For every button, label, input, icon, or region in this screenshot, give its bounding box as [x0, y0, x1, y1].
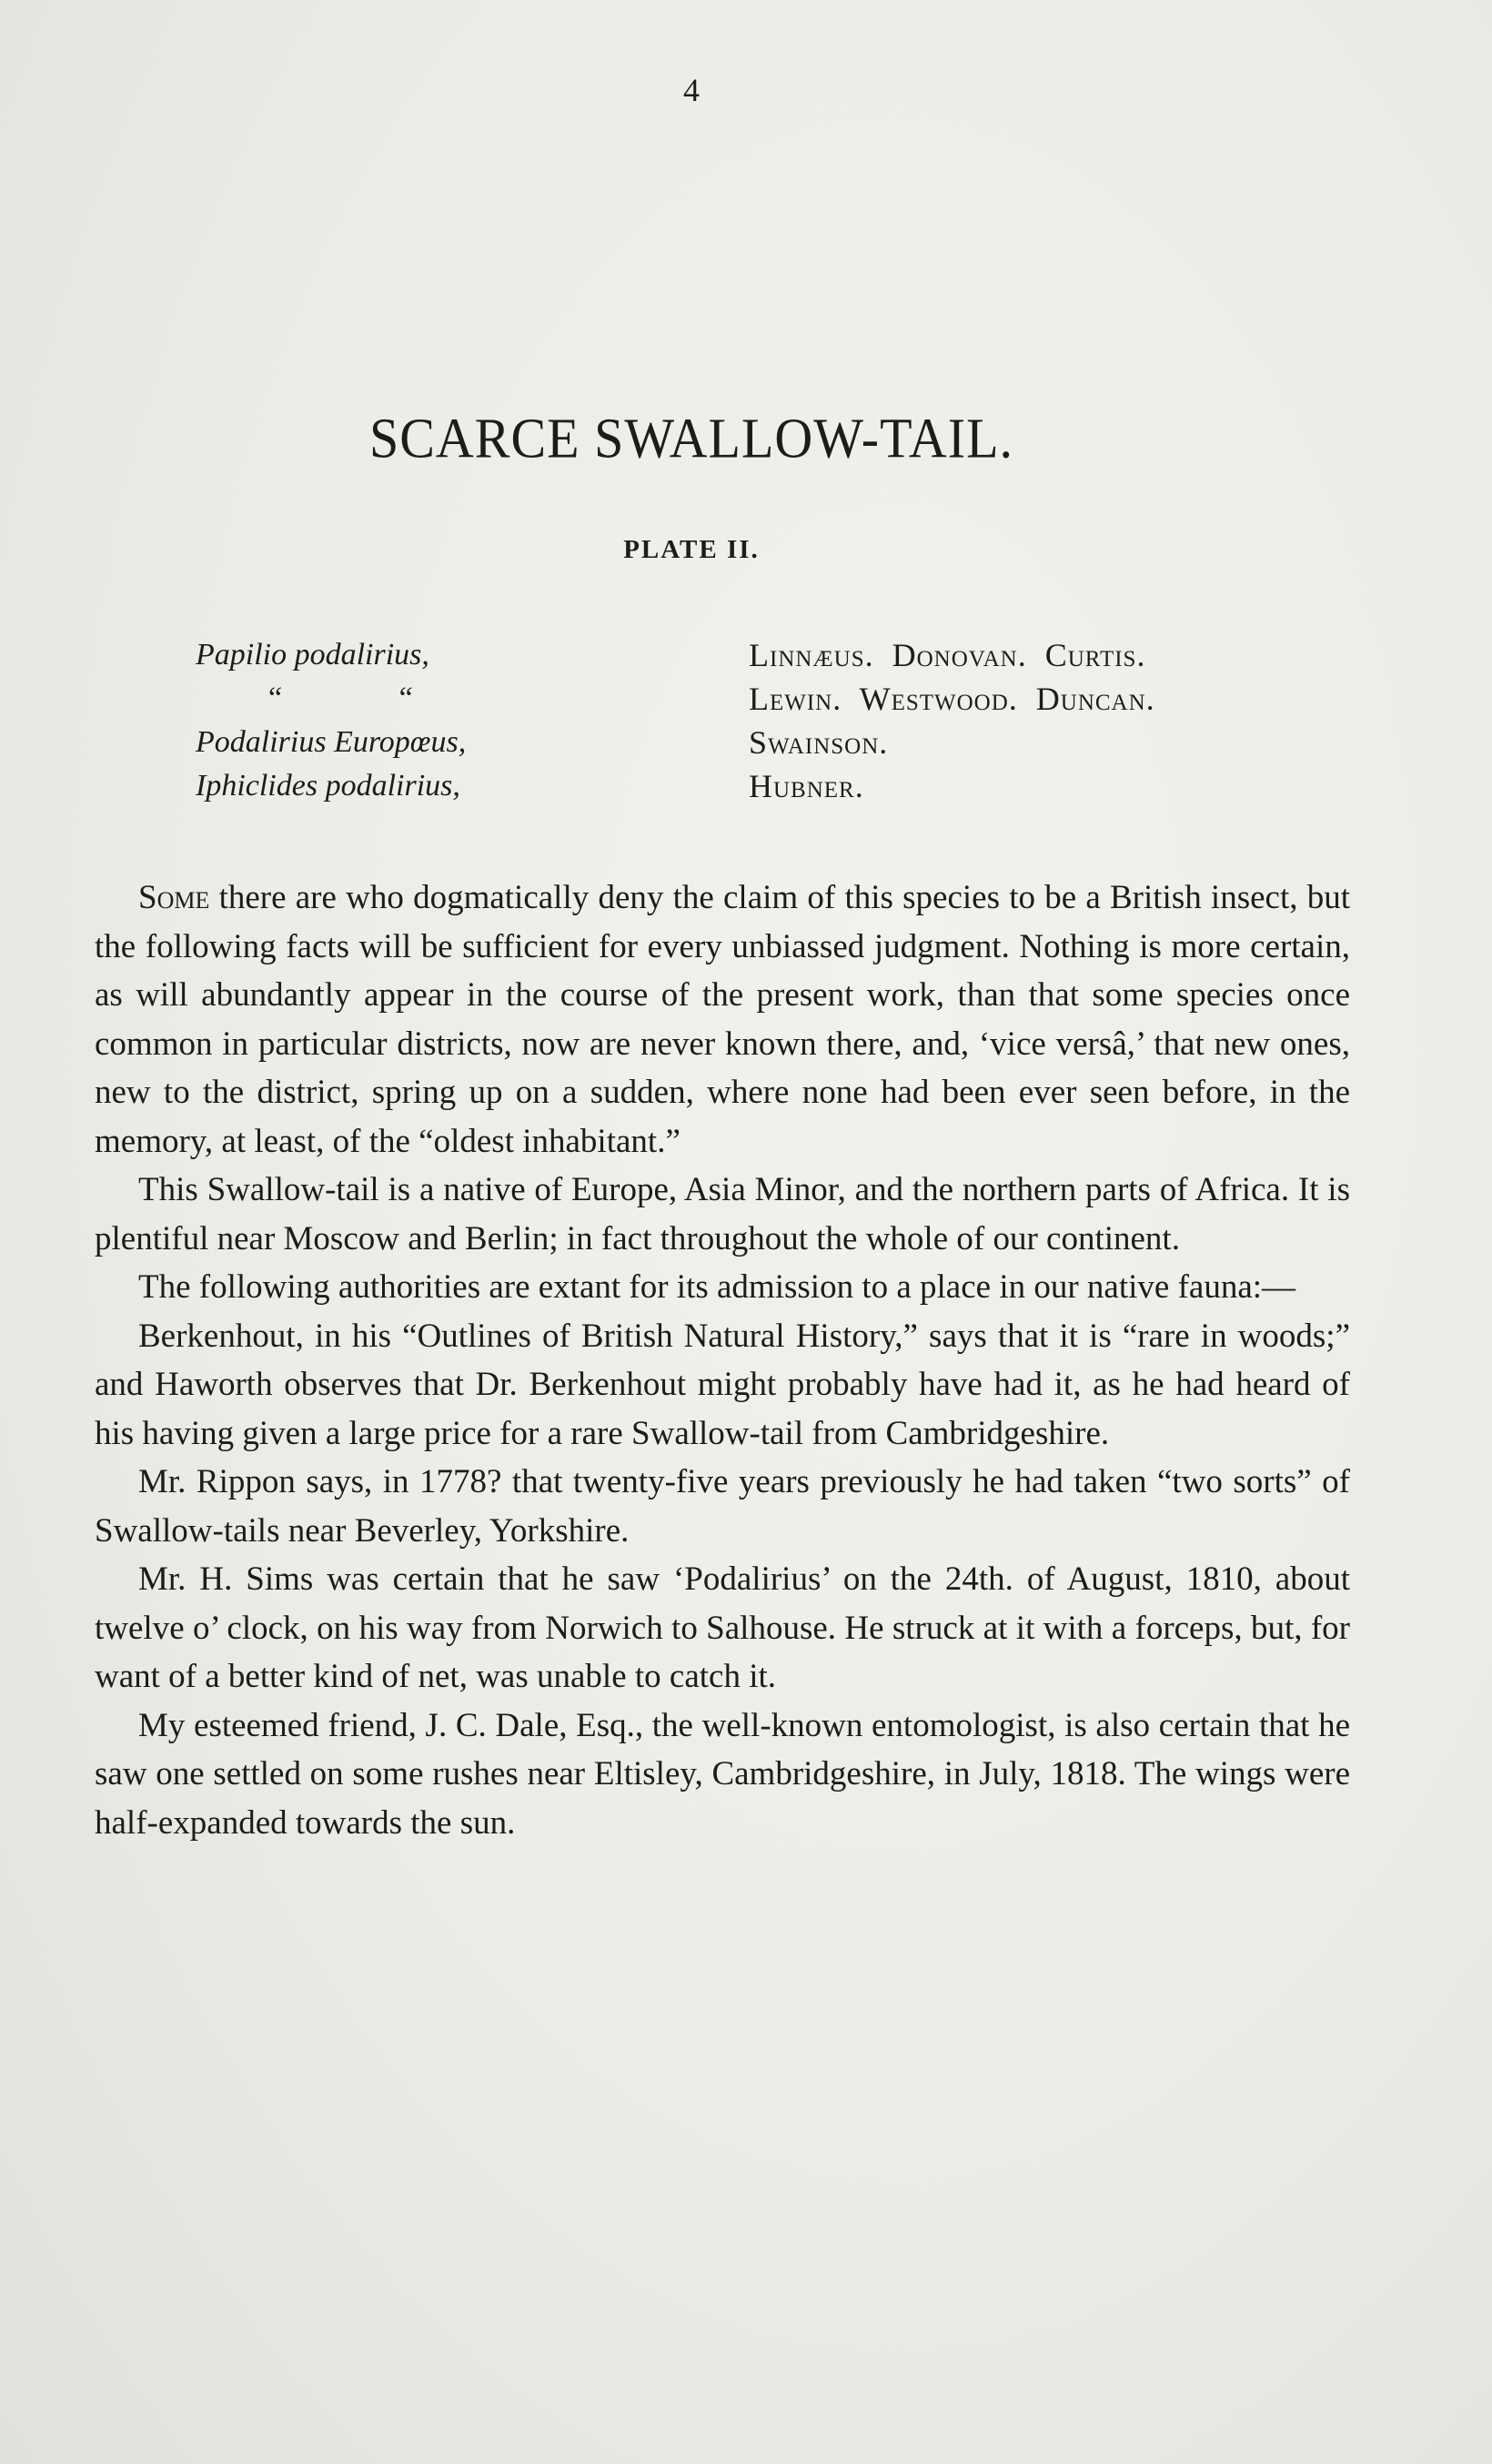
lead-word: Some [138, 879, 210, 916]
paragraph-text: there are who dogmatically deny the claim of this species to be a British insect, but the following facts will be sufficient for every unbiassed judgment. Nothing is more certain, as will abundantly appear in the course of the present work, than that some species once common in particular districts, now are never known there, and, ‘vice versâ,’ that new ones, new to the district, spring up on a sudden, where none had been ever seen before, in the memory, at least, of the “oldest inhabitant.” [95, 879, 1350, 1160]
paragraph: The following authorities are extant for its admission to a place in our native fauna:— [138, 1268, 1296, 1306]
synonym-name: Iphiclides podalirius, [196, 769, 460, 803]
synonymy-row [196, 633, 1324, 677]
synonymy-row [196, 764, 1324, 808]
paragraph [95, 874, 1350, 1166]
synonym-authorities: Swainson. [749, 724, 889, 761]
paragraph: My esteemed friend, J. C. Dale, Esq., the well-known entomologist, is also certain that he saw one settled on some rushes near Eltisley, Cambridgeshire, in July, 1818. The wings were half-expanded towards the sun. [95, 1706, 1350, 1842]
body-text [95, 874, 1350, 1847]
synonym-authorities: Linnæus. Donovan. Curtis. [749, 637, 1146, 673]
synonymy-row [196, 677, 1324, 721]
paragraph: Mr. Rippon says, in 1778? that twenty-five years previously he had taken “two sorts” of Swallow-tails near Beverley, Yorkshire. [95, 1463, 1350, 1550]
page-number: 4 [683, 72, 700, 108]
synonymy-list [196, 633, 1324, 808]
paragraph: Mr. H. Sims was certain that he saw ‘Podalirius’ on the 24th. of August, 1810, about twelve o’ clock, on his way from Norwich to Salhouse. He struck at it with a forceps, but, for want of a better kind of net, was unable to catch it. [95, 1560, 1350, 1695]
synonymy-row [196, 721, 1324, 764]
paragraph: Berkenhout, in his “Outlines of British Natural History,” says that it is “rare in woods;” and Haworth observes that Dr. Berkenhout might probably have had it, as he had heard of his having given a large price for a rare Swallow-tail from Cambridgeshire. [95, 1317, 1350, 1452]
synonym-authorities: Hubner. [749, 768, 864, 804]
paragraph: This Swallow-tail is a native of Europe, Asia Minor, and the northern parts of Africa. It is plentiful near Moscow and Berlin; in fact throughout the whole of our continent. [95, 1171, 1350, 1257]
synonym-authorities: Lewin. Westwood. Duncan. [749, 681, 1155, 717]
page-title: SCARCE SWALLOW-TAIL. [368, 406, 1014, 470]
synonym-name: Papilio podalirius, [196, 638, 429, 672]
synonym-name: Podalirius Europœus, [196, 725, 467, 759]
synonym-ditto-mark: “ “ [268, 682, 468, 715]
plate-label: PLATE II. [623, 535, 760, 564]
